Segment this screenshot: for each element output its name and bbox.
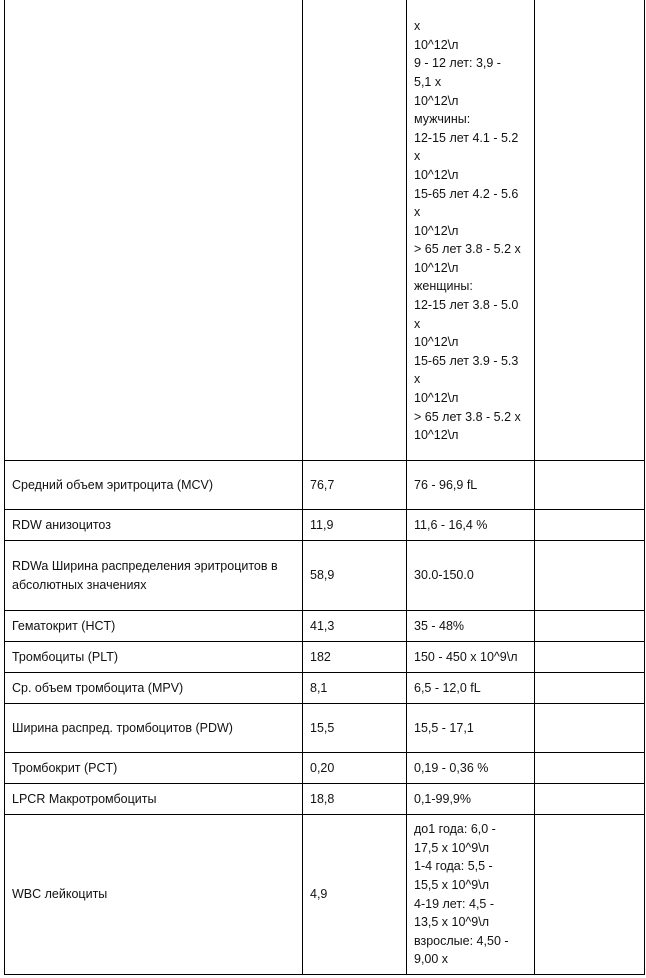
reference-range-cell: 15,5 - 17,1 xyxy=(407,704,535,753)
reference-line: x xyxy=(414,316,421,331)
notes-cell xyxy=(535,541,645,611)
test-name-cell: Гематокрит (HCT) xyxy=(5,611,303,642)
reference-line: мужчины: xyxy=(414,112,471,127)
test-name-cell: LPCR Макротромбоциты xyxy=(5,784,303,815)
notes-cell xyxy=(535,704,645,753)
table-row xyxy=(5,784,645,815)
table-row xyxy=(5,0,645,461)
lab-results-table xyxy=(4,0,645,975)
reference-range-cell: 0,19 - 0,36 % xyxy=(407,753,535,784)
reference-line: 10^12\л xyxy=(414,335,459,350)
notes-cell xyxy=(535,461,645,510)
reference-line: x xyxy=(414,19,421,34)
test-name-cell: Тромбоциты (PLT) xyxy=(5,642,303,673)
reference-line: > 65 лет 3.8 - 5.2 x xyxy=(414,409,521,424)
result-value-cell: 41,3 xyxy=(303,611,407,642)
reference-line: 10^12\л xyxy=(414,37,459,52)
reference-range-cell: 76 - 96,9 fL xyxy=(407,461,535,510)
reference-line: > 65 лет 3.8 - 5.2 x xyxy=(414,242,521,257)
reference-range-cell: 30.0-150.0 xyxy=(407,541,535,611)
notes-cell xyxy=(535,0,645,461)
notes-cell xyxy=(535,815,645,975)
reference-line: 15,5 x 10^9\л xyxy=(414,877,490,892)
reference-range-cell xyxy=(407,815,535,975)
notes-cell xyxy=(535,642,645,673)
test-name-cell: Ср. объем тромбоцита (MPV) xyxy=(5,673,303,704)
reference-line: 12-15 лет 4.1 - 5.2 xyxy=(414,130,519,145)
table-row xyxy=(5,673,645,704)
table-row xyxy=(5,753,645,784)
reference-line: взрослые: 4,50 - xyxy=(414,933,509,948)
reference-line: 10^12\л xyxy=(414,428,459,443)
reference-range-cell xyxy=(407,0,535,461)
reference-range-cell: 11,6 - 16,4 % xyxy=(407,510,535,541)
result-value-cell: 58,9 xyxy=(303,541,407,611)
result-value-cell: 0,20 xyxy=(303,753,407,784)
notes-cell xyxy=(535,611,645,642)
reference-line: до1 года: 6,0 - xyxy=(414,822,496,837)
table-row xyxy=(5,815,645,975)
reference-line: 15-65 лет 3.9 - 5.3 xyxy=(414,353,519,368)
reference-range-cell: 35 - 48% xyxy=(407,611,535,642)
reference-line: x xyxy=(414,205,421,220)
result-value-cell: 4,9 xyxy=(303,815,407,975)
test-name-cell: RDWa Ширина распределения эритроцитов в абсолютных значениях xyxy=(5,541,303,611)
result-value-cell: 18,8 xyxy=(303,784,407,815)
test-name-cell: Ширина распред. тромбоцитов (PDW) xyxy=(5,704,303,753)
reference-line: x xyxy=(414,372,421,387)
reference-line: 9 - 12 лет: 3,9 - xyxy=(414,56,501,71)
table-row xyxy=(5,611,645,642)
reference-line: 1-4 года: 5,5 - xyxy=(414,859,493,874)
notes-cell xyxy=(535,753,645,784)
reference-line: 5,1 x xyxy=(414,74,442,89)
reference-line: 15-65 лет 4.2 - 5.6 xyxy=(414,186,519,201)
result-value-cell: 182 xyxy=(303,642,407,673)
result-value-cell xyxy=(303,0,407,461)
test-name-cell: Тромбокрит (PCT) xyxy=(5,753,303,784)
test-name-cell: RDW анизоцитоз xyxy=(5,510,303,541)
reference-range-cell: 150 - 450 x 10^9\л xyxy=(407,642,535,673)
table-row xyxy=(5,510,645,541)
test-name-cell: WBC лейкоциты xyxy=(5,815,303,975)
reference-line: 10^12\л xyxy=(414,391,459,406)
table-row xyxy=(5,461,645,510)
reference-range-cell: 0,1-99,9% xyxy=(407,784,535,815)
result-value-cell: 11,9 xyxy=(303,510,407,541)
reference-line: 10^12\л xyxy=(414,167,459,182)
notes-cell xyxy=(535,673,645,704)
notes-cell xyxy=(535,510,645,541)
reference-line: женщины: xyxy=(414,279,473,294)
test-name-cell: Средний объем эритроцита (MCV) xyxy=(5,461,303,510)
reference-line: 10^12\л xyxy=(414,223,459,238)
result-value-cell: 15,5 xyxy=(303,704,407,753)
reference-line: 17,5 x 10^9\л xyxy=(414,840,490,855)
reference-line: 9,00 x xyxy=(414,952,449,967)
reference-range-cell: 6,5 - 12,0 fL xyxy=(407,673,535,704)
table-row xyxy=(5,541,645,611)
reference-line: 13,5 x 10^9\л xyxy=(414,915,490,930)
test-name-cell xyxy=(5,0,303,461)
result-value-cell: 76,7 xyxy=(303,461,407,510)
reference-line: 12-15 лет 3.8 - 5.0 xyxy=(414,298,519,313)
notes-cell xyxy=(535,784,645,815)
reference-line: 4-19 лет: 4,5 - xyxy=(414,896,495,911)
reference-line: x xyxy=(414,149,421,164)
result-value-cell: 8,1 xyxy=(303,673,407,704)
table-row xyxy=(5,642,645,673)
table-row xyxy=(5,704,645,753)
reference-line: 10^12\л xyxy=(414,260,459,275)
reference-line: 10^12\л xyxy=(414,93,459,108)
